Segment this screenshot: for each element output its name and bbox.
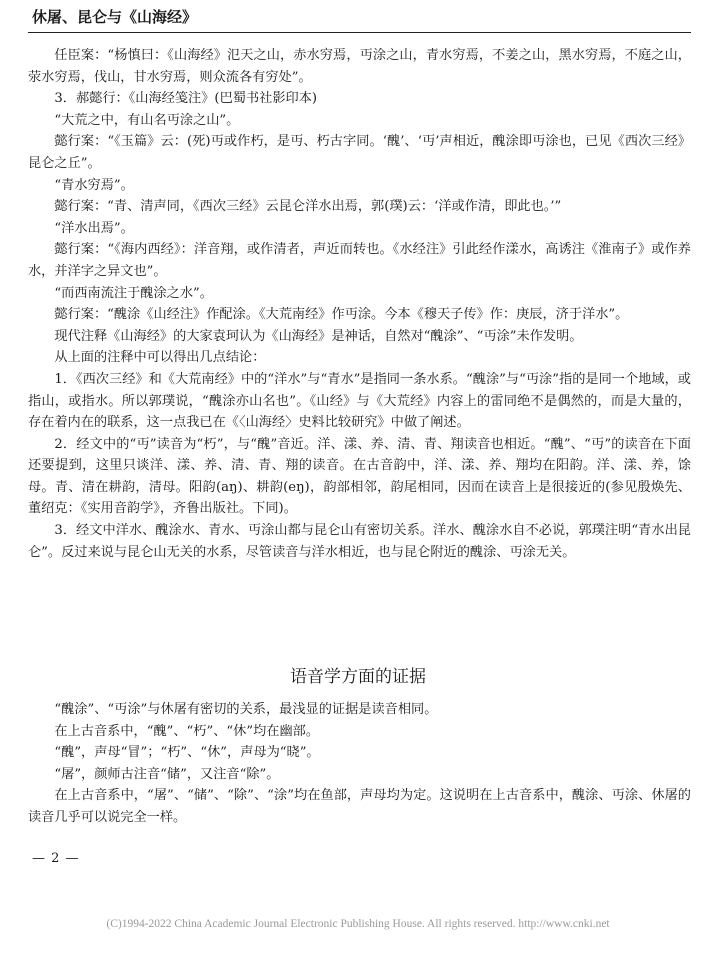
- page-number: — 2 —: [32, 851, 80, 866]
- paragraph: 从上面的注释中可以得出几点结论：: [54, 350, 266, 366]
- paragraph: 3．经文中洋水、醜涂水、青水、丏涂山都与昆仑山有密切关系。洋水、醜涂水自不必说，郭璞注明“青水出昆仑”。反过来说与昆仑山无关的水系，尽管读音与洋水相近，也与昆仑附近的醜涂、丏涂无关。: [28, 523, 691, 560]
- paragraph: 在上古音系中，“屠”、“储”、“除”、“涂”均在鱼部，声母均为定。这说明在上古音系中，醜涂、丏涂、休屠的读音几乎可以说完全一样。: [28, 788, 691, 825]
- paragraph: “青水穷焉”。: [54, 177, 134, 193]
- paragraph: 2．经文中的“丏”读音为“朽”，与“醜”音近。洋、漾、养、清、青、翔读音也相近。“醜”、“丏”的读音在下面还要提到，这里只谈洋、漾、养、清、青、翔的读音。在古音韵中，洋、漾、养、翔均在阳韵。洋、漾、养，馀母。青、清在耕韵，清母。阳韵(aŋ)、耕韵(eŋ)，韵部相邻，韵尾相同，因而在读音上是很接近的(参见殷焕先、董绍克：《实用音韵学》，齐鲁出版社。下同)。: [28, 436, 691, 517]
- section-heading: 语音学方面的证据: [290, 667, 426, 687]
- paragraph: 3．郝懿行：《山海经笺注》(巴蜀书社影印本): [54, 91, 318, 107]
- paragraph: 懿行案：“青、清声同，《西次三经》云昆仑洋水出焉，郭(璞)云：‘洋或作清，即此也。’”: [54, 199, 562, 215]
- paragraph: “醜”，声母“冒”；“朽”、“休”，声母为“晓”。: [54, 745, 320, 761]
- paragraph: 懿行案：“《玉篇》云：(死)丏或作朽，是丏、朽古字同。‘醜’、‘丏’声相近，醜涂即丏涂也，已见《西次三经》昆仑之丘”。: [28, 134, 691, 171]
- paragraph: “醜涂”、“丏涂”与休屠有密切的关系，最浅显的证据是读音相同。: [54, 702, 438, 717]
- paragraph: 懿行案：“《海内西经》：洋音翔，或作清者，声近而转也。《水经注》引此经作漾水，高诱注《淮南子》或作养水，并洋字之异文也”。: [28, 242, 691, 279]
- section-body: [28, 699, 691, 829]
- paragraph: “洋水出焉”。: [54, 220, 134, 236]
- copyright-footer: (C)1994-2022 China Academic Journal Electronic Publishing House. All rights reserved. http://www.cnki.net: [106, 918, 610, 930]
- article-body: [28, 45, 691, 563]
- paragraph: 现代注释《山海经》的大家袁珂认为《山海经》是神话，自然对“醜涂”、“丏涂”未作发明。: [54, 328, 583, 344]
- paragraph: 1．《西次三经》和《大荒南经》中的“洋水”与“青水”是指同一条水系。“醜涂”与“丏涂”指的是同一个地域，或指山，或指水。所以郭璞说，“醜涂亦山名也”。《山经》与《大荒经》内容上的雷同绝不是偶然的，而是大量的，存在着内在的联系，这一点我已在《〈山海经〉史料比较研究》中做了阐述。: [28, 371, 691, 431]
- paragraph: 懿行案：“醜涂《山经注》作配涂。《大荒南经》作丏涂。今本《穆天子传》作：庚辰，济于洋水”。: [54, 307, 629, 323]
- paragraph: 在上古音系中，“醜”、“朽”、“休”均在幽部。: [54, 723, 320, 739]
- paragraph: 任臣案：“杨慎曰：《山海经》氾天之山，赤水穷焉，丏涂之山，青水穷焉，不姜之山，黑水穷焉，不庭之山，荥水穷焉，伐山，甘水穷焉，则众流各有穷处”。: [28, 48, 691, 85]
- header-divider: [28, 32, 691, 33]
- paragraph: “大荒之中，有山名丏涂之山”。: [54, 112, 240, 128]
- paragraph: “屠”，颜师古注音“储”，又注音“除”。: [54, 766, 280, 782]
- running-header: 休屠、昆仑与《山海经》: [32, 8, 198, 26]
- paragraph: “而西南流注于醜涂之水”。: [54, 285, 213, 301]
